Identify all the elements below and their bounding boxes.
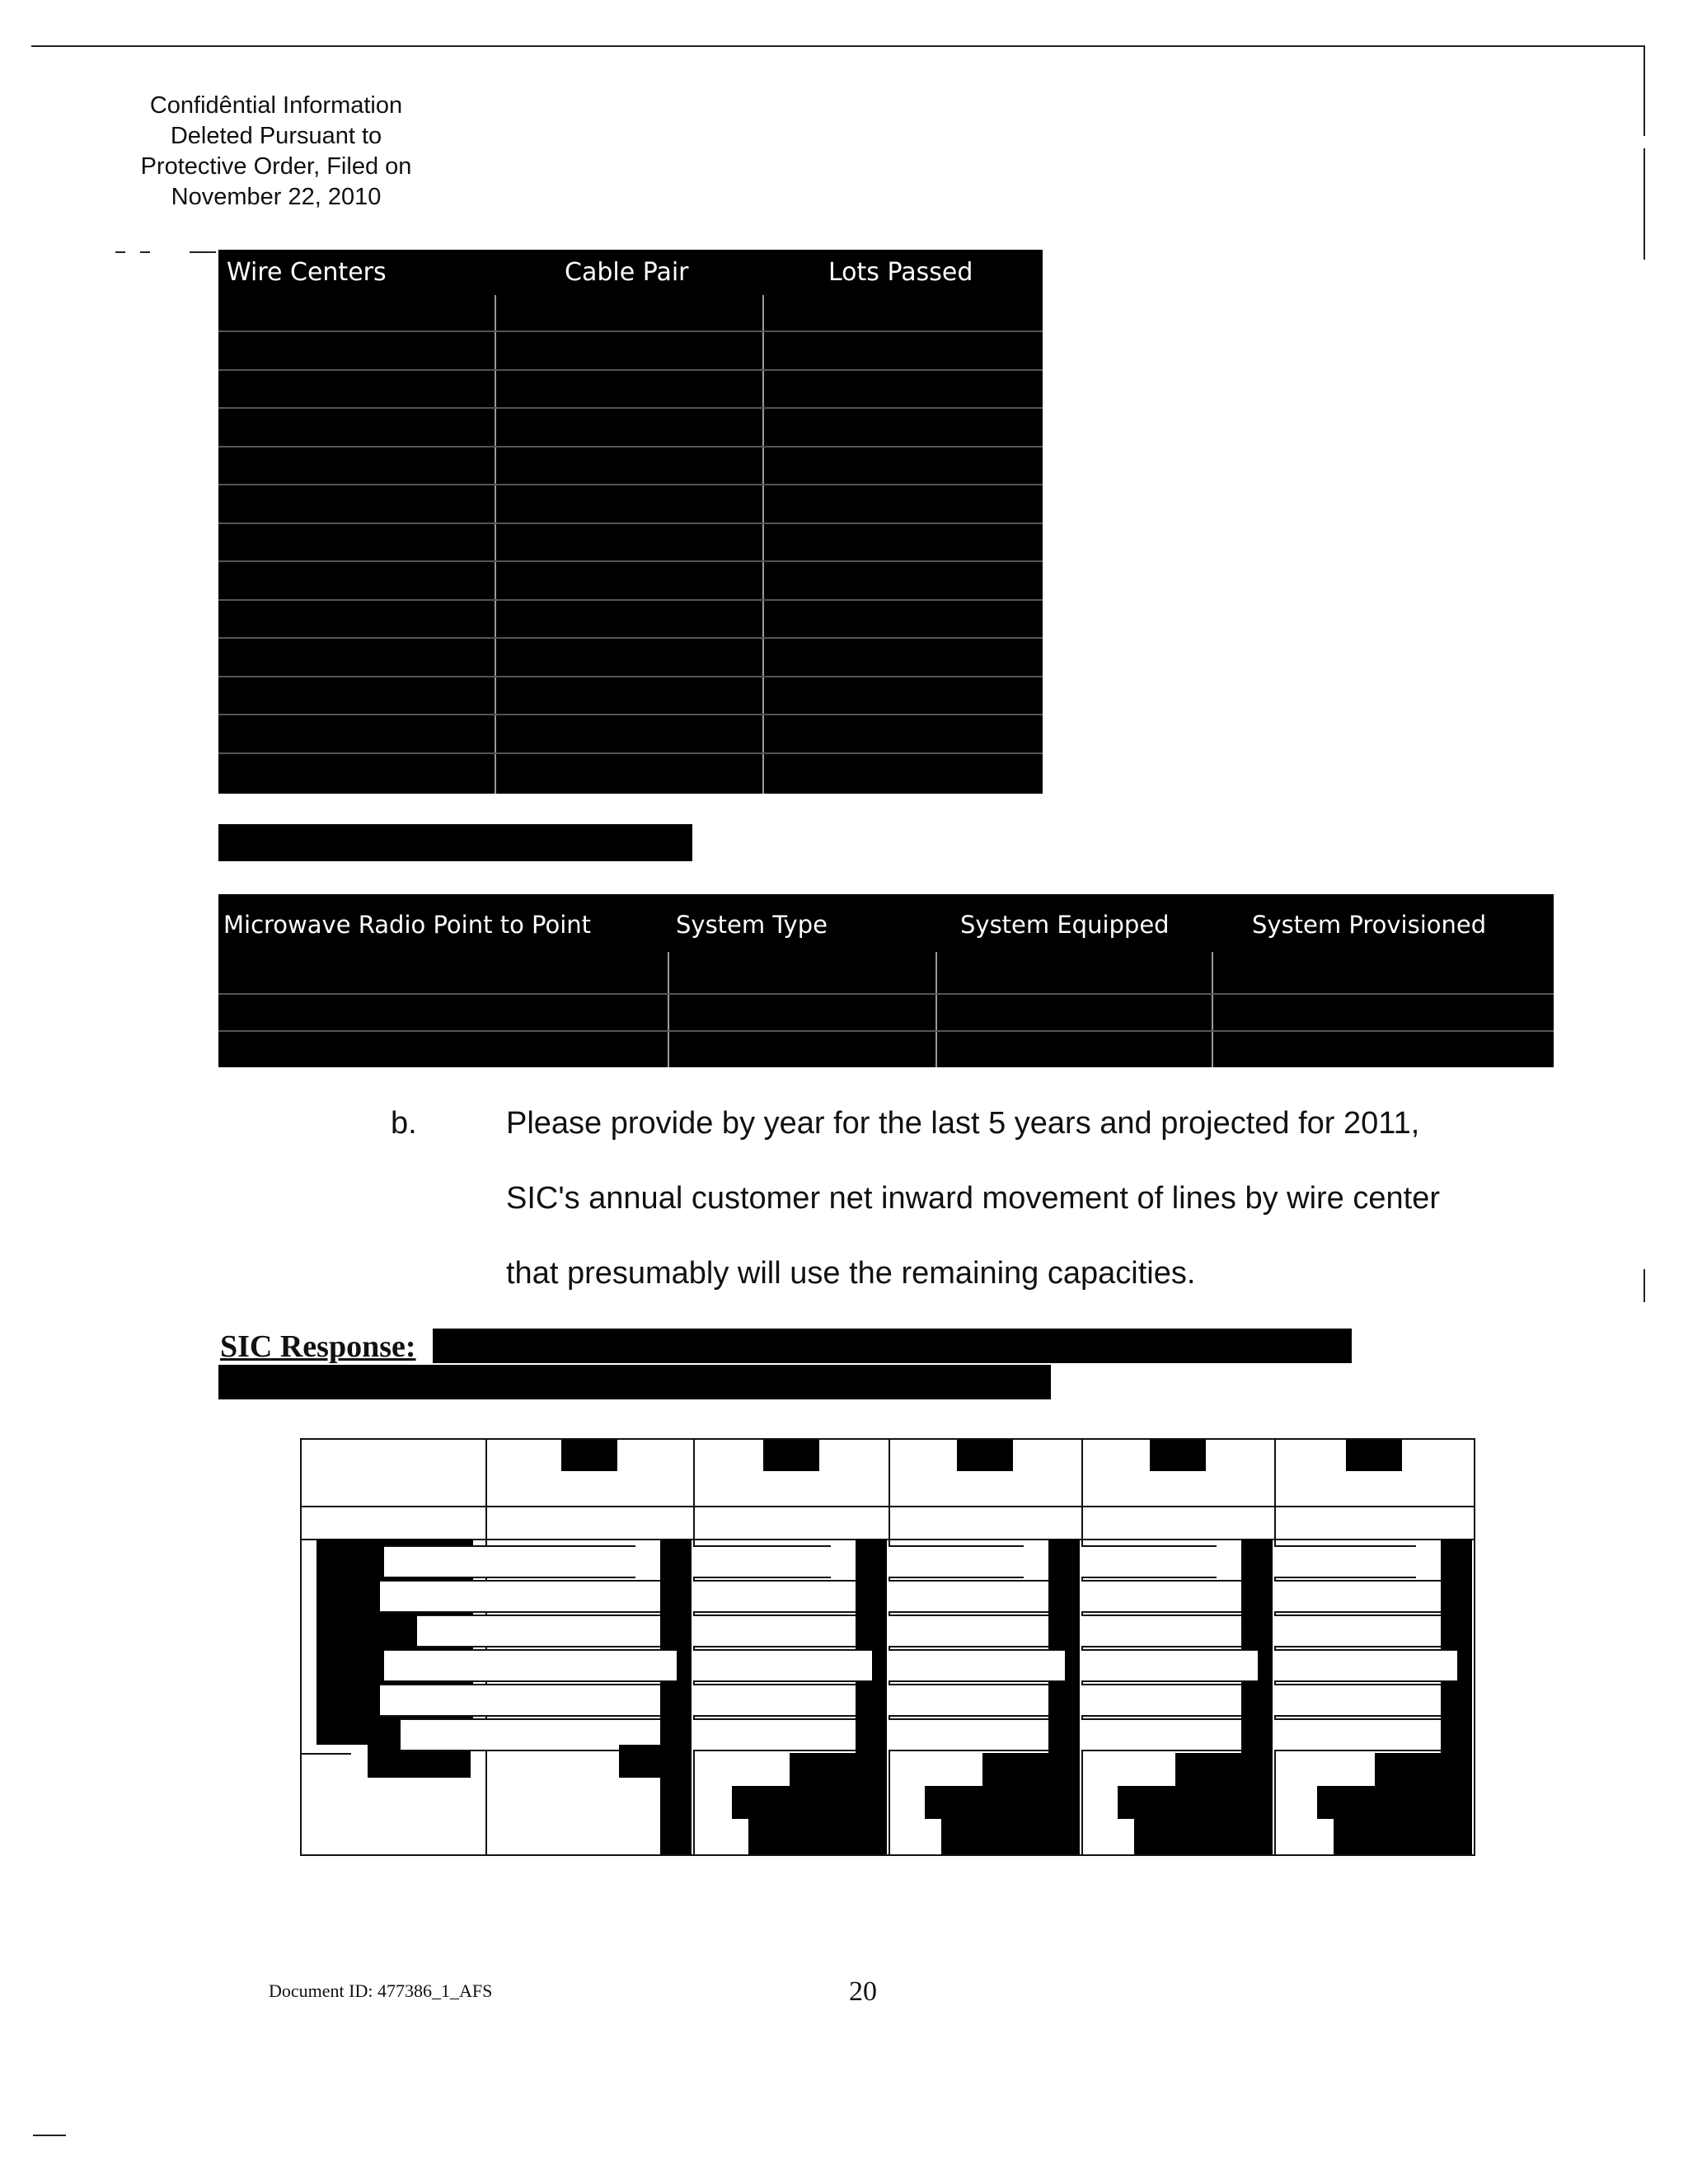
dash-mark (140, 251, 150, 253)
redacted-bar (889, 1545, 1024, 1578)
row-divider (218, 484, 1043, 485)
question-line: SIC's annual customer net inward movement of lines by wire center (506, 1181, 1440, 1216)
redaction-block (1346, 1440, 1402, 1471)
redacted-bar (889, 1649, 1065, 1682)
redaction-block (1175, 1753, 1241, 1789)
redacted-bar (889, 1615, 1048, 1647)
row-divider (218, 714, 1043, 715)
redaction-block (790, 1753, 856, 1789)
column-divider (935, 952, 937, 1067)
redacted-bar (889, 1718, 1048, 1751)
redacted-bar (693, 1718, 856, 1751)
row-divider (218, 523, 1043, 524)
redaction-bar (433, 1329, 1352, 1363)
redaction-block (763, 1440, 819, 1471)
redacted-bar (1081, 1545, 1217, 1578)
column-header-cable-pair: Cable Pair (565, 258, 689, 287)
redacted-bar (485, 1615, 660, 1647)
redaction-block (1118, 1786, 1167, 1819)
redacted-bar (380, 1684, 485, 1717)
dash-mark (190, 251, 216, 253)
redacted-response-table (300, 1438, 1475, 1856)
redacted-bar (1081, 1580, 1241, 1613)
redacted-bar (1081, 1649, 1258, 1682)
column-divider (668, 952, 669, 1067)
row-divider (218, 446, 1043, 448)
column-header-wire-centers: Wire Centers (227, 258, 387, 287)
question-line: Please provide by year for the last 5 years and projected for 2011, (506, 1106, 1420, 1141)
redaction-bar (218, 824, 692, 861)
grid-row-line (302, 1753, 351, 1755)
wire-centers-table (218, 250, 1043, 794)
redacted-bar (1274, 1684, 1441, 1717)
microwave-table (218, 894, 1554, 1067)
grid-row-line (302, 1506, 1474, 1507)
redacted-bar (693, 1649, 872, 1682)
row-divider (218, 330, 1043, 332)
redacted-bar (485, 1580, 660, 1613)
redaction-block (1375, 1753, 1441, 1789)
column-header-system-type: System Type (676, 911, 828, 939)
dash-mark (115, 251, 125, 253)
top-rule (31, 45, 1645, 47)
right-margin-rule (1643, 45, 1645, 136)
row-divider (218, 993, 1554, 995)
redacted-bar (380, 1580, 485, 1613)
redaction-block (982, 1753, 1048, 1789)
row-divider (218, 752, 1043, 754)
redaction-block (619, 1745, 692, 1778)
redaction-block (957, 1440, 1013, 1471)
right-margin-tick (1643, 1269, 1645, 1302)
redaction-block (1317, 1786, 1367, 1819)
redacted-bar (485, 1545, 635, 1578)
redaction-block (660, 1539, 692, 1854)
row-divider (218, 637, 1043, 639)
page-number: 20 (849, 1976, 877, 2007)
redacted-bar (1081, 1684, 1241, 1717)
redacted-bar (1274, 1615, 1441, 1647)
redacted-bar (1274, 1718, 1441, 1751)
redacted-bar (1081, 1615, 1241, 1647)
redacted-bar (1274, 1545, 1416, 1578)
confidential-notice (107, 91, 445, 213)
column-divider (1212, 952, 1213, 1067)
redacted-bar (889, 1580, 1048, 1613)
redacted-bar (1274, 1580, 1441, 1613)
question-line: that presumably will use the remaining capacities. (506, 1256, 1196, 1291)
grid-row-line (302, 1539, 1474, 1540)
redacted-bar (485, 1649, 677, 1682)
row-divider (218, 599, 1043, 601)
redacted-bar (384, 1545, 485, 1578)
redacted-bar (1081, 1718, 1241, 1751)
redacted-bar (485, 1684, 660, 1717)
redaction-bar (218, 1365, 1051, 1399)
column-header-microwave: Microwave Radio Point to Point (223, 911, 592, 939)
redaction-block (1150, 1440, 1206, 1471)
redacted-bar (889, 1684, 1048, 1717)
redacted-bar (693, 1615, 856, 1647)
row-divider (218, 407, 1043, 409)
column-header-system-provisioned: System Provisioned (1252, 911, 1487, 939)
row-divider (218, 369, 1043, 371)
redacted-bar (693, 1684, 856, 1717)
response-label: SIC Response: (220, 1329, 416, 1364)
redaction-block (561, 1440, 617, 1471)
column-header-lots-passed: Lots Passed (828, 258, 973, 287)
bottom-left-mark (33, 2135, 66, 2136)
redaction-block (925, 1786, 974, 1819)
row-divider (218, 1030, 1554, 1032)
right-margin-rule-2 (1643, 148, 1645, 260)
redacted-bar (693, 1580, 856, 1613)
confidential-line: November 22, 2010 (171, 184, 382, 210)
question-letter: b. (391, 1106, 417, 1141)
row-divider (218, 676, 1043, 677)
confidential-line: Deleted Pursuant to (170, 123, 382, 149)
column-header-system-equipped: System Equipped (960, 911, 1170, 939)
redacted-bar (693, 1545, 831, 1578)
redacted-bar (384, 1649, 485, 1682)
redaction-block (732, 1786, 781, 1819)
confidential-line: Confidêntial Information (149, 92, 403, 119)
redacted-bar (1274, 1649, 1457, 1682)
redacted-bar (417, 1615, 485, 1647)
redacted-bar (401, 1718, 485, 1751)
document-id: Document ID: 477386_1_AFS (269, 1980, 493, 2001)
row-divider (218, 560, 1043, 562)
confidential-line: Protective Order, Filed on (140, 153, 412, 180)
